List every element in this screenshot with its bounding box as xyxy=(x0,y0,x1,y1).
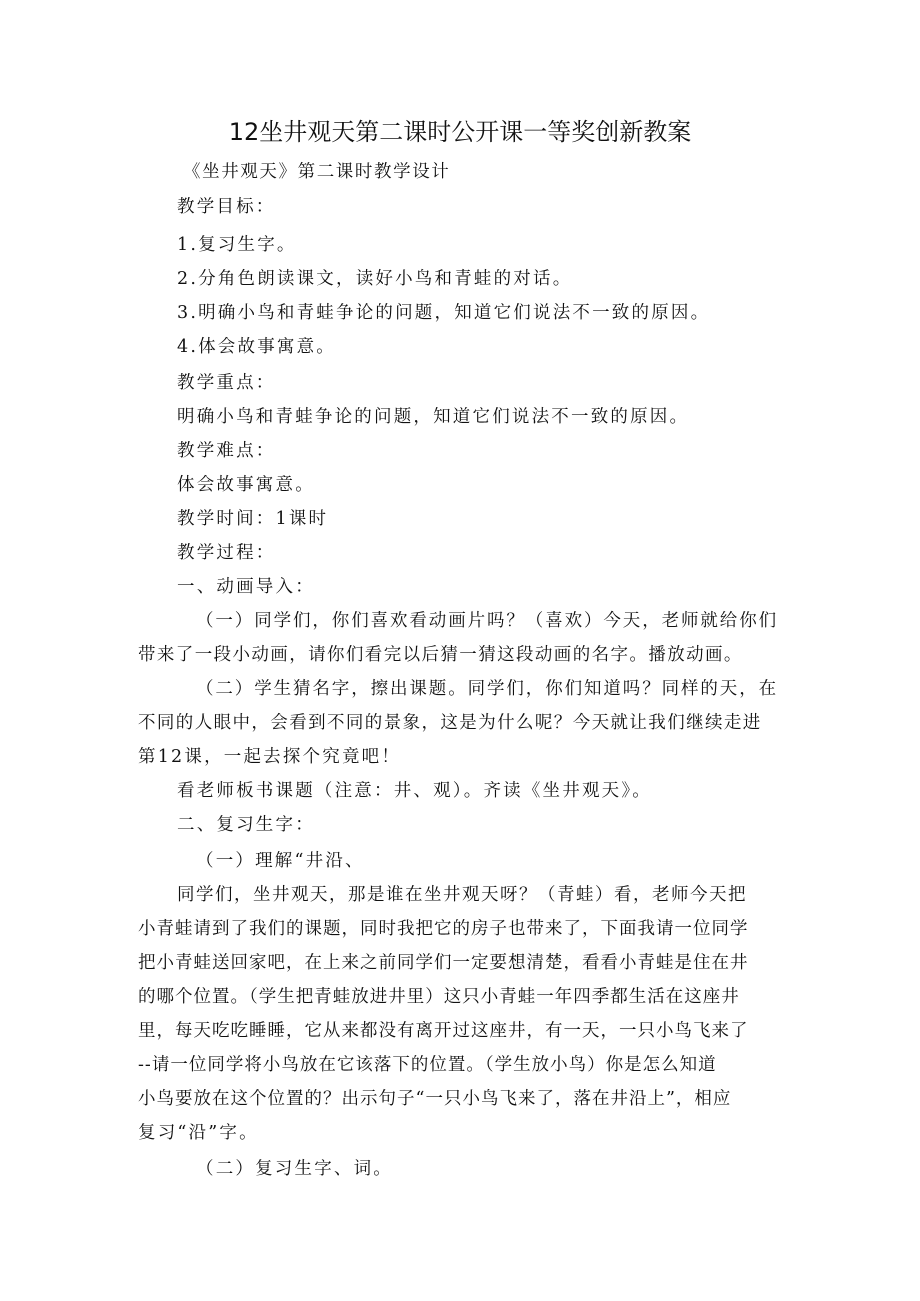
paragraph-line: 同学们，坐井观天，那是谁在坐井观天呀？（青蛙）看，老师今天把 xyxy=(177,885,747,905)
paragraph-line: （二）学生猜名字，擦出课题。同学们，你们知道吗？同样的天，在 xyxy=(196,679,778,699)
paragraph-line: 小鸟要放在这个位置的？出示句子“一只小鸟飞来了，落在井沿上”，相应 xyxy=(138,1089,732,1109)
list-item: 1.复习生字。 xyxy=(177,235,297,255)
list-item: 3.明确小鸟和青蛙争论的问题，知道它们说法不一致的原因。 xyxy=(177,303,711,323)
text-line: 教学目标： xyxy=(177,197,276,217)
text-line: 教学过程： xyxy=(177,543,276,563)
text-line: 二、复习生字： xyxy=(177,815,315,835)
text-line: （一）理解“井沿、 xyxy=(196,851,365,871)
paragraph-line: 里，每天吃吃睡睡，它从来都没有离开过这座井，有一天，一只小鸟飞来了 xyxy=(138,1021,749,1041)
text-line: （二）复习生字、词。 xyxy=(196,1159,393,1179)
paragraph-line: 看老师板书课题（注意：井、观）。齐读《坐井观天》。 xyxy=(177,781,652,801)
paragraph-line: 带来了一段小动画，请你们看完以后猜一猜这段动画的名字。播放动画。 xyxy=(138,645,743,665)
text-line: 教学难点： xyxy=(177,441,276,461)
paragraph-line: 第12课，一起去探个究竟吧！ xyxy=(138,747,402,767)
paragraph-line: 复习“沿”字。 xyxy=(138,1123,259,1143)
subtitle-line: 《坐井观天》第二课时教学设计 xyxy=(183,162,451,182)
text-line: 教学时间：1课时 xyxy=(177,509,329,529)
paragraph-line: 不同的人眼中，会看到不同的景象，这是为什么呢？今天就让我们继续走进 xyxy=(138,713,762,733)
paragraph-line: 把小青蛙送回家吧，在上来之前同学们一定要想清楚，看看小青蛙是住在井 xyxy=(138,953,749,973)
list-item: 4.体会故事寓意。 xyxy=(177,337,336,357)
paragraph-line: 的哪个位置。（学生把青蛙放进井里）这只小青蛙一年四季都生活在这座井 xyxy=(138,987,740,1007)
text-line: 明确小鸟和青蛙争论的问题，知道它们说法不一致的原因。 xyxy=(177,407,690,427)
text-line: 一、动画导入： xyxy=(177,577,315,597)
paragraph-line: （一）同学们，你们喜欢看动画片吗？（喜欢）今天，老师就给你们 xyxy=(196,611,778,631)
list-item: 2.分角色朗读课文，读好小鸟和青蛙的对话。 xyxy=(177,269,573,289)
paragraph-line: --请一位同学将小鸟放在它该落下的位置。（学生放小鸟）你是怎么知道 xyxy=(138,1055,717,1075)
text-line: 教学重点： xyxy=(177,373,276,393)
text-line: 体会故事寓意。 xyxy=(177,475,315,495)
paragraph-line: 小青蛙请到了我们的课题，同时我把它的房子也带来了，下面我请一位同学 xyxy=(138,919,749,939)
document-title: 12坐井观天第二课时公开课一等奖创新教案 xyxy=(228,118,692,146)
